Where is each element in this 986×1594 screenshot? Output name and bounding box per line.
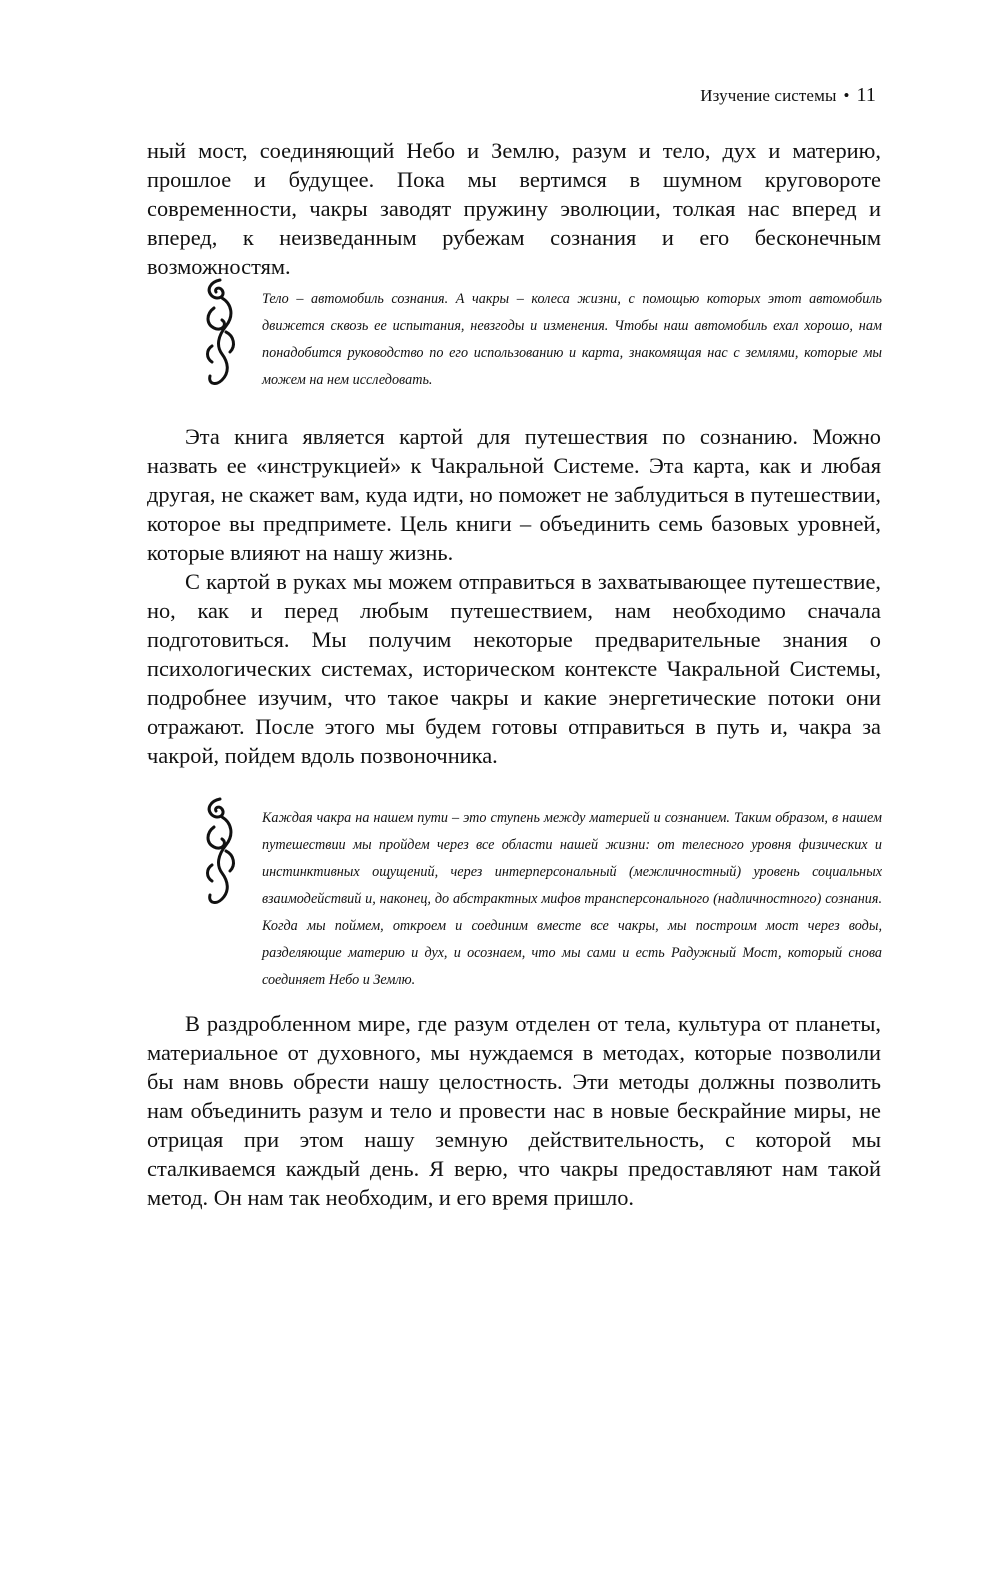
page-number: 11 <box>856 84 876 106</box>
quote-text: Каждая чакра на нашем пути – это ступень между материей и сознанием. Таким образом, в нашем путешествии мы пройдем через все области нашей жизни: от телесного уровня физических и инстинктивных ощущений, через интерперсональный (межличностный) уровень социальных взаимодействий и, наконец, до абстрактных мифов трансперсонального (надличностного) сознания. Когда мы поймем, откроем и соединим вместе все чакры, мы построим мост через воды, разделяющие материю и дух, и осознаем, что мы сами и есть Радужный Мост, который снова соединяет Небо и Землю. <box>262 810 882 988</box>
header-separator: • <box>843 86 850 105</box>
scroll-flourish-icon <box>200 795 244 907</box>
body-paragraph: Эта книга является картой для путешествия по сознанию. Можно назвать ее «инструкцией» к Чакральной Системе. Эта карта, как и любая другая, не скажет вам, куда идти, но поможет не заблудиться в путешествии, которое вы предпримете. Цель книги – объединить семь базовых уровней, которые влияют на нашу жизнь. <box>147 424 881 565</box>
body-paragraph: В раздробленном мире, где разум отделен от тела, культура от планеты, материальное от духовного, мы нуждаемся в методах, которые позволили бы нам вновь обрести нашу целостность. Эти методы должны позволить нам объединить разум и тело и провести нас в новые бескрайние миры, не отрицая при этом нашу земную действительность, с которой мы сталкиваемся каждый день. Я верю, что чакры предоставляют нам такой метод. Он нам так необходим, и его время пришло. <box>147 1011 881 1210</box>
quote-text: Тело – автомобиль сознания. А чакры – колеса жизни, с помощью которых этот автомобиль движется сквозь ее испытания, невзгоды и изменения. Чтобы наш автомобиль ехал хорошо, нам понадобится руководство по его использованию и карта, знакомящая нас с землями, которые мы можем на нем исследовать. <box>262 291 882 388</box>
body-paragraph: ный мост, соединяющий Небо и Землю, разум и тело, дух и материю, прошлое и будущее. Пока мы вертимся в шумном круговороте современности, чакры заводят пружину эволюции, толкая нас вперед и вперед, к неизведанным рубежам сознания и его бесконечным возможностям. <box>147 138 881 279</box>
running-header <box>700 84 876 107</box>
scroll-flourish-icon <box>200 276 244 388</box>
running-title: Изучение системы <box>700 86 837 105</box>
body-paragraph: С картой в руках мы можем отправиться в захватывающее путешествие, но, как и перед любым путешествием, нам необходимо сначала подготовиться. Мы получим некоторые предварительные знания о психологических системах, историческом контексте Чакральной Системы, подробнее изучим, что такое чакры и какие энергетические потоки они отражают. После этого мы будем готовы отправиться в путь и, чакра за чакрой, пойдем вдоль позвоночника. <box>147 569 881 768</box>
